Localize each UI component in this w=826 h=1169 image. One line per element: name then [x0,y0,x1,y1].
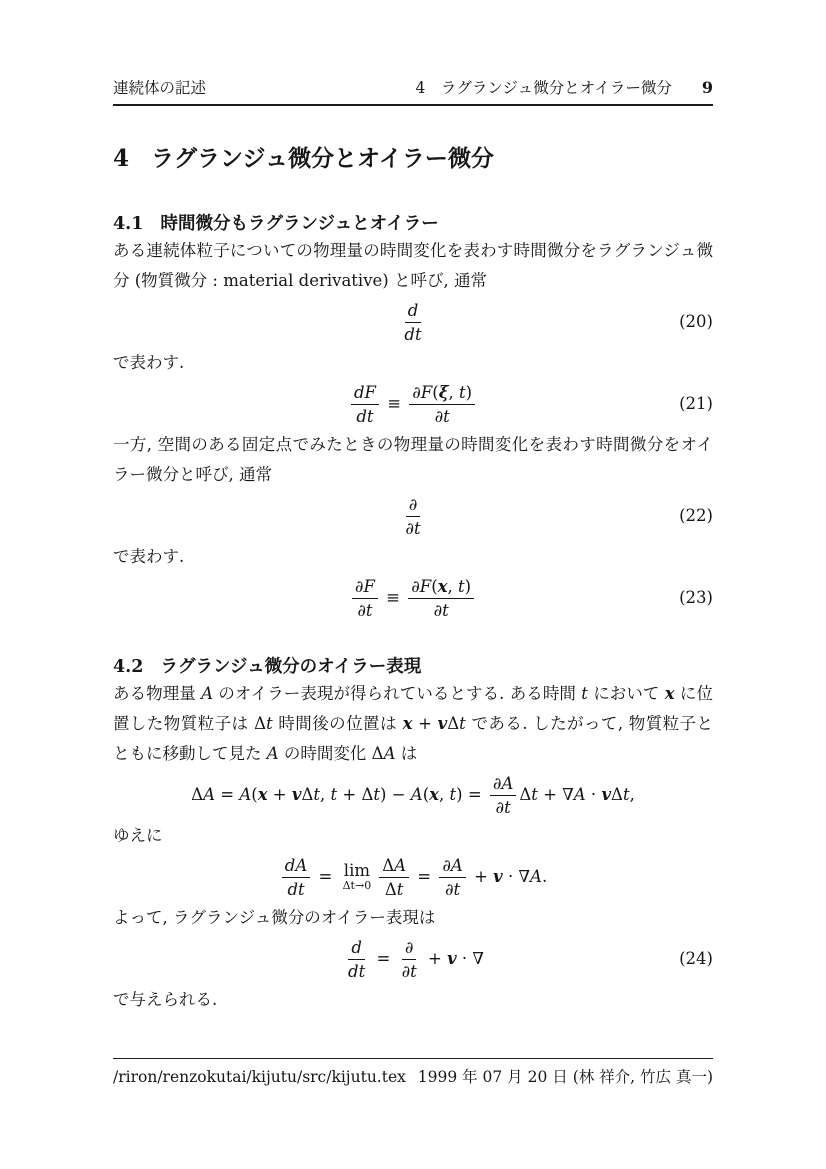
math-token: d [407,300,419,320]
fraction [351,383,379,426]
math-token: v [601,784,612,804]
header-right-group [415,78,713,98]
math-token: , [447,576,458,596]
math-token: + [267,784,292,804]
header-section-title: 4 ラグランジュ微分とオイラー微分 [415,79,672,97]
equation-23-number: (23) [679,588,713,607]
fraction-denominator [401,323,424,344]
fraction [408,577,474,620]
footer-date-authors: 1999 年 07 月 20 日 (林 祥介, 竹広 真一) [417,1068,713,1086]
math-token: t [459,714,466,733]
math-token: dt [404,324,422,344]
math-token: = [215,784,240,804]
math-token: Δ [191,784,204,804]
limit-word: lim [343,861,370,880]
math-token: x [437,576,448,596]
math-token: に位置した物質粒子は [113,684,713,733]
fraction-numerator [352,577,378,599]
math-token: v [447,948,457,968]
math-token: = [412,866,437,886]
math-token: . [541,866,548,886]
math-token: · ∇ [502,866,531,886]
math-token: ∂t [434,406,450,426]
math-token: A [201,684,214,703]
section-number: 4 [113,145,130,172]
math-token: dA [284,855,308,875]
equation-24-math [342,938,484,981]
math-token: · ∇ [456,948,484,968]
paragraph-notation-1: で表わす. [113,353,185,372]
paragraph-given-by: で与えられる. [113,990,218,1009]
math-token: t [313,784,321,804]
math-token: t [396,879,404,899]
fraction [439,856,465,899]
fraction-denominator [353,405,376,426]
math-token: t [330,784,338,804]
math-token: v [437,714,448,733]
section-4-2-heading [113,655,713,679]
math-token: ξ [438,382,449,402]
math-token: dt [348,961,366,981]
math-token: = [313,866,338,886]
math-token: v [291,784,302,804]
paragraph-therefore-2: よって, ラグランジュ微分のオイラー表現は [113,908,436,927]
math-token: t [581,684,588,703]
math-token: A [239,784,252,804]
equation-delta-a [113,772,713,818]
subsection-title: 時間微分もラグランジュとオイラー [160,214,439,234]
math-token: ) [465,382,473,402]
math-token: ∂t [405,518,421,538]
fraction [490,774,516,817]
math-token: ) = [456,784,487,804]
math-token: x [664,684,675,703]
fraction [352,577,378,620]
equation-21-math [348,383,478,426]
fraction-numerator [348,938,365,960]
math-token: = [371,948,396,968]
limit-subscript: Δt→0 [342,879,372,892]
math-token: A [266,744,279,763]
math-token: Δ [254,714,267,733]
math-token: A [410,784,423,804]
fraction-denominator [354,599,375,620]
math-token: Δ [384,879,397,899]
math-token: の時間変化 [278,744,372,763]
fraction-numerator [282,856,310,878]
math-token: A [383,744,396,763]
limit-operator [343,862,372,892]
fraction [282,856,310,899]
fraction-numerator [351,383,379,405]
math-token: + [412,714,438,733]
math-token: ) [464,576,472,596]
math-token: ある物理量 [113,684,202,703]
equation-20-math [398,301,427,344]
math-token: である. したがって, 物質粒子とともに移動して見た [113,714,713,763]
math-token: ∂ [404,937,414,957]
fraction-denominator [431,599,452,620]
math-token: + [422,948,448,968]
fraction-numerator [439,856,465,878]
fraction-numerator [409,383,475,405]
math-token: 時間後の位置は [272,714,403,733]
math-token: ( [251,784,258,804]
equation-22 [113,493,713,539]
paragraph-lagrange-definition: ある連続体粒子についての物理量の時間変化を表わす時間微分をラグランジュ微分 (物質微分 : material derivative) と呼び, 通常 [113,241,713,290]
math-token: , [320,784,331,804]
paragraph-euler-definition: 一方, 空間のある固定点でみたときの物理量の時間変化を表わす時間微分をオイラー微分と呼び, 通常 [113,435,713,484]
math-token: · [585,784,602,804]
equation-22-number: (22) [679,506,713,525]
math-token: A [573,784,586,804]
equation-21 [113,381,713,427]
math-token: x [429,784,439,804]
fraction [345,938,368,981]
equation-20-number: (20) [679,312,713,331]
math-token: ∂t [357,600,373,620]
math-token: ∂t [495,797,511,817]
fraction-numerator [402,938,417,960]
running-header [113,78,713,106]
equation-24 [113,936,713,982]
math-token: d [351,937,362,957]
fraction-numerator [408,577,474,599]
math-token: v [493,866,503,886]
fraction [399,938,420,981]
math-token: x [257,784,268,804]
equation-23-math [349,577,477,620]
fraction-denominator [432,405,453,426]
fraction-numerator [490,774,516,796]
fraction [401,301,424,344]
equation-21-number: (21) [679,394,713,413]
math-token: + ∇ [537,784,574,804]
page-footer [113,1058,713,1087]
section-title: ラグランジュ微分とオイラー微分 [151,146,494,172]
footer-file-path: /riron/renzokutai/kijutu/src/kijutu.tex [113,1068,406,1086]
equation-delta-a-math [191,774,635,817]
text-block [113,78,713,1015]
math-token: dF [353,382,376,402]
section-4-heading [113,144,713,174]
paragraph-euler-expression [113,679,713,769]
math-token: ∂F [411,576,432,596]
math-token: , [448,382,459,402]
math-token: ≡ [381,393,407,413]
fraction-denominator [284,878,307,899]
math-token: Δ [301,784,314,804]
subsection-number: 4.1 [113,214,144,234]
fraction-numerator [405,301,422,323]
math-token: t [373,784,381,804]
fraction [379,856,409,899]
math-token: のオイラー表現が得られているとする. ある時間 [213,684,582,703]
math-token: Δ [519,784,532,804]
equation-24-number: (24) [679,949,713,968]
math-token: , [439,784,450,804]
math-token: t [266,714,273,733]
paragraph-notation-2: で表わす. [113,547,185,566]
equation-23 [113,575,713,621]
fraction-denominator [399,960,420,981]
math-token: ∂F [412,382,433,402]
math-token: A [394,855,407,875]
fraction [402,495,423,538]
equation-limit-math [279,856,547,899]
math-token: x [402,714,413,733]
header-left-title: 連続体の記述 [113,79,207,97]
math-token: ∂t [401,961,417,981]
math-token: ∂A [442,855,463,875]
math-token: , [629,784,635,804]
fraction [409,383,475,426]
paragraph-therefore-1: ゆえに [113,826,163,845]
fraction-denominator [382,878,407,899]
math-token: ∂F [354,576,375,596]
math-token: t [458,576,465,596]
section-4-1-heading [113,212,713,236]
math-token: A [530,866,542,886]
math-token: + Δ [337,784,374,804]
math-token: ( [431,576,438,596]
math-token: Δ [611,784,623,804]
math-token: t [458,382,466,402]
math-token: t [449,784,457,804]
math-token: dt [287,879,305,899]
subsection-number: 4.2 [113,657,144,677]
fraction-denominator [442,878,463,899]
math-token: Δ [447,714,460,733]
equation-22-math [399,495,426,538]
math-token: Δ [371,744,384,763]
math-token: Δ [382,855,395,875]
math-token: ∂A [492,773,514,793]
math-token: ∂ [408,494,418,514]
fraction-numerator [406,495,421,517]
math-token: dt [356,406,374,426]
fraction-numerator [379,856,409,878]
fraction-denominator [345,960,368,981]
math-token: において [587,684,665,703]
page-number: 9 [701,78,713,97]
math-token: ≡ [380,587,406,607]
math-token: ∂t [445,879,461,899]
math-token: は [395,744,418,763]
math-token: + [468,866,494,886]
equation-limit [113,854,713,900]
math-token: ( [432,382,439,402]
subsection-title: ラグランジュ微分のオイラー表現 [160,657,422,677]
math-token: t [622,784,630,804]
math-token: t [531,784,538,804]
equation-20 [113,299,713,345]
fraction-denominator [493,796,514,817]
math-token: ∂t [433,600,449,620]
math-token: A [203,784,215,804]
fraction-denominator [402,517,423,538]
math-token: ) − [380,784,411,804]
math-token: ( [422,784,430,804]
